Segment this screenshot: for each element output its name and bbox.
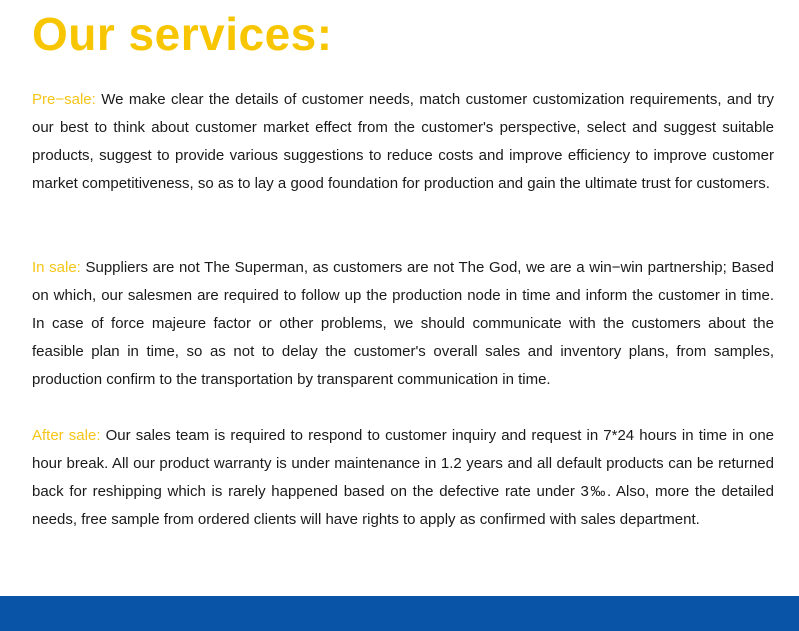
- aftersale-section: [32, 422, 774, 534]
- insale-section: [32, 254, 774, 394]
- presale-text: We make clear the details of customer needs, match customer customization requirements, and try our best to think about customer market effect from the customer's perspective, select and suggest suitable products, suggest to provide various suggestions to reduce costs and improve efficiency to improve customer market competitiveness, so as to lay a good foundation for production and gain the ultimate trust for customers.: [32, 91, 774, 192]
- page-title: Our services:: [32, 8, 333, 60]
- presale-section: [32, 86, 774, 198]
- footer-bar: [0, 596, 799, 631]
- presale-label: Pre−sale:: [32, 91, 96, 108]
- aftersale-text: Our sales team is required to respond to customer inquiry and request in 7*24 hours in time in one hour break. All our product warranty is under maintenance in 1.2 years and all default products can be returned back for reshipping which is rarely happened based on the defective rate under 3‰. Also, more the detailed needs, free sample from ordered clients will have rights to apply as confirmed with sales department.: [32, 427, 775, 528]
- aftersale-label: After sale:: [32, 427, 101, 444]
- insale-text: Suppliers are not The Superman, as customers are not The God, we are a win−win partnership; Based on which, our salesmen are required to follow up the production node in time and inform the customer in time. In case of force majeure factor or other problems, we should communicate with the customers about the feasible plan in time, so as not to delay the customer's overall sales and inventory plans, from samples, production confirm to the transportation by transparent communication in time.: [32, 259, 774, 388]
- insale-label: In sale:: [32, 259, 81, 276]
